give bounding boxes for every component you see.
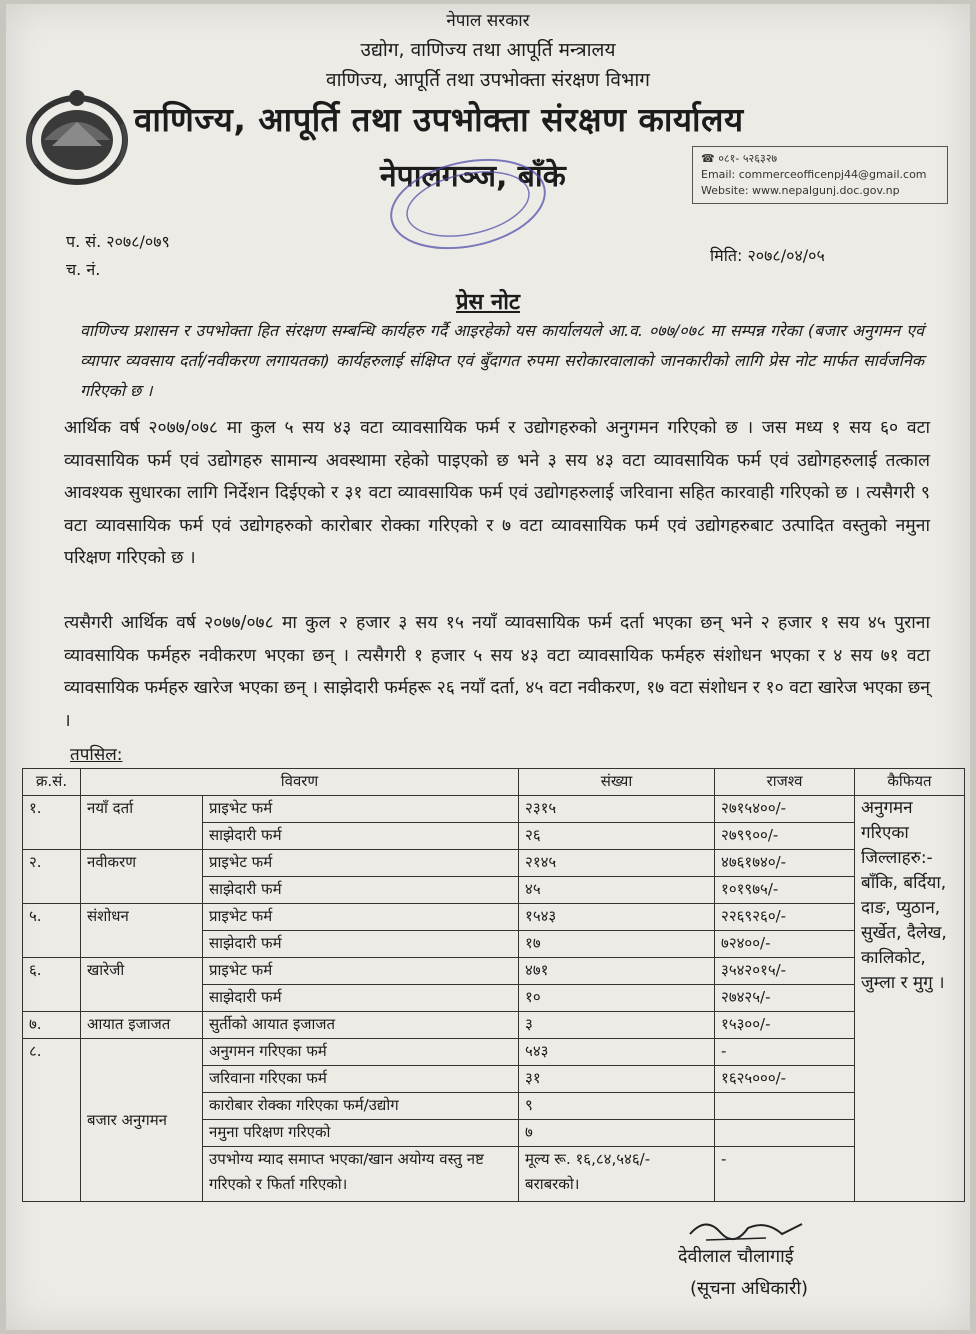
row-subcategory: सुर्तीको आयात इजाजत [203, 1012, 519, 1039]
row-revenue [715, 1120, 855, 1147]
row-subcategory: जरिवाना गरिएका फर्म [203, 1066, 519, 1093]
row-revenue: २७१५४००/- [715, 796, 855, 823]
row-count: २१४५ [519, 850, 715, 877]
document-title: प्रेस नोट [455, 290, 521, 315]
remarks-cell: अनुगमन गरिएका जिल्लाहरु:- बाँकि, बर्दिया, दाङ, प्युठान, सुर्खेत, दैलेख, कालिकोट, जुम्ला र मुगु । [855, 796, 965, 1202]
table-row [23, 1012, 965, 1039]
signatory-name: देवीलाल चौलागाई [678, 1246, 794, 1267]
row-revenue: ४७६१७४०/- [715, 850, 855, 877]
row-count: १५४३ [519, 904, 715, 931]
row-revenue: ३५४२०१५/- [715, 958, 855, 985]
row-subcategory: साझेदारी फर्म [203, 985, 519, 1012]
office-stamp-icon [384, 154, 552, 254]
header-remarks: कैफियत [855, 769, 965, 796]
row-revenue: २२६९२६०/- [715, 904, 855, 931]
phone-number: ०८१- ५२६३२७ [718, 152, 778, 165]
table-row [23, 904, 965, 931]
office-name: वाणिज्य, आपूर्ति तथा उपभोक्ता संरक्षण कार्यालय [134, 100, 744, 139]
row-subcategory: प्राइभेट फर्म [203, 796, 519, 823]
row-subcategory: प्राइभेट फर्म [203, 904, 519, 931]
row-subcategory: साझेदारी फर्म [203, 877, 519, 904]
row-sn: ६. [23, 958, 81, 1012]
row-count: ५४३ [519, 1039, 715, 1066]
row-category: नवीकरण [81, 850, 203, 904]
table-row [23, 958, 965, 985]
body-paragraph-2: त्यसैगरी आर्थिक वर्ष २०७७/०७८ मा कुल २ हजार ३ सय १५ नयाँ व्यावसायिक फर्म दर्ता भएका छन् भने २ हजार १ सय ४५ पुराना व्यावसायिक फर्महरु नवीकरण भएका छन् । त्यसैगरी १ हजार ५ सय ४३ वटा व्यावसायिक फर्महरु संशोधन भएका र ४ सय ७१ वटा व्यावसायिक फर्महरु खारेज भएका छन् । साझेदारी फर्महरू २६ नयाँ दर्ता, ४५ वटा नवीकरण, १७ वटा संशोधन र १० वटा खारेज भएका छन् । [64, 613, 930, 731]
contact-box [692, 146, 948, 204]
signature-scribble-icon [686, 1210, 806, 1246]
row-sn: ५. [23, 904, 81, 958]
gov-line: नेपाल सरकार [446, 11, 530, 31]
table-header-row [23, 769, 965, 796]
row-subcategory: साझेदारी फर्म [203, 931, 519, 958]
row-subcategory: प्राइभेट फर्म [203, 958, 519, 985]
row-category: संशोधन [81, 904, 203, 958]
row-count: ४५ [519, 877, 715, 904]
row-subcategory: अनुगमन गरिएका फर्म [203, 1039, 519, 1066]
row-count: १७ [519, 931, 715, 958]
row-revenue [715, 1093, 855, 1120]
intro-paragraph: वाणिज्य प्रशासन र उपभोक्ता हित संरक्षण सम्बन्धि कार्यहरु गर्दै आइरहेको यस कार्यालयले आ.व. ०७७/०७८ मा सम्पन्न गरेका (बजार अनुगमन एवं व्यापार व्यवसाय दर्ता/नवीकरण लगायतका) कार्यहरुलाई संक्षिप्त एवं बुँदागत रुपमा सरोकारवालाको जानकारीको लागि प्रेस नोट मार्फत सार्वजनिक गरिएको छ । [80, 321, 924, 400]
details-label: तपसिल: [70, 745, 123, 765]
row-revenue: - [715, 1147, 855, 1202]
row-count: २६ [519, 823, 715, 850]
table-row [23, 850, 965, 877]
row-count: ३ [519, 1012, 715, 1039]
row-sn: २. [23, 850, 81, 904]
row-sn: १. [23, 796, 81, 850]
row-subcategory: प्राइभेट फर्म [203, 850, 519, 877]
row-count: १० [519, 985, 715, 1012]
reference-number: प. सं. २०७८/०७९ [66, 232, 170, 251]
document-date: मिति: २०७८/०४/०५ [710, 246, 825, 265]
table-row [23, 1039, 965, 1066]
row-revenue: १०१९७५/- [715, 877, 855, 904]
row-count: ७ [519, 1120, 715, 1147]
document-page [6, 4, 970, 1330]
row-subcategory: कारोबार रोक्का गरिएका फर्म/उद्योग [203, 1093, 519, 1120]
row-revenue: - [715, 1039, 855, 1066]
row-revenue: १६२५०००/- [715, 1066, 855, 1093]
email-text: Email: commerceofficenpj44@gmail.com [701, 168, 927, 181]
row-subcategory: उपभोग्य म्याद समाप्त भएका/खान अयोग्य वस्तु नष्ट गरिएको र फिर्ता गरिएको। [203, 1147, 519, 1202]
signatory-role: (सूचना अधिकारी) [690, 1278, 809, 1299]
row-subcategory: नमुना परिक्षण गरिएको [203, 1120, 519, 1147]
office-city: नेपालगञ्ज, बाँके [380, 159, 566, 194]
department-line: वाणिज्य, आपूर्ति तथा उपभोक्ता संरक्षण विभाग [326, 69, 650, 91]
row-count: ४७१ [519, 958, 715, 985]
row-count: २३१५ [519, 796, 715, 823]
row-count: ९ [519, 1093, 715, 1120]
header-sn: क्र.सं. [23, 769, 81, 796]
header-revenue: राजश्व [715, 769, 855, 796]
summary-table [22, 768, 965, 1202]
header-description: विवरण [81, 769, 519, 796]
row-subcategory: साझेदारी फर्म [203, 823, 519, 850]
body-paragraph-1: आर्थिक वर्ष २०७७/०७८ मा कुल ५ सय ४३ वटा व्यावसायिक फर्म र उद्योगहरुको अनुगमन गरिएको छ । जस मध्य १ सय ६० वटा व्यावसायिक फर्म एवं उद्योगहरु सामान्य अवस्थामा रहेको पाइएको छ भने ३ सय ४३ वटा व्यावसायिक फर्म एवं उद्योगहरुलाई तत्काल आवश्यक सुधारका लागि निर्देशन दिईएको र ३१ वटा व्यावसायिक फर्म एवं उद्योगहरुलाई जरिवाना सहित कारवाही गरिएको छ । त्यसैगरी ९ वटा व्यावसायिक फर्म एवं उद्योगहरुको कारोबार रोक्का गरिएको र ७ वटा व्यावसायिक फर्म एवं उद्योगहरुबाट उत्पादित वस्तुको नमुना परिक्षण गरिएको छ । [64, 418, 930, 568]
row-sn: ८. [23, 1039, 81, 1202]
row-category: आयात इजाजत [81, 1012, 203, 1039]
row-revenue: २७९९००/- [715, 823, 855, 850]
ministry-line: उद्योग, वाणिज्य तथा आपूर्ति मन्त्रालय [360, 39, 616, 61]
table-row [23, 796, 965, 823]
website-text: Website: www.nepalgunj.doc.gov.np [701, 184, 900, 197]
phone-icon: ☎ [701, 152, 715, 165]
row-revenue: २७४२५/- [715, 985, 855, 1012]
row-category: खारेजी [81, 958, 203, 1012]
row-count: मूल्य रू. १६,८४,५४६/- बराबरको। [519, 1147, 715, 1202]
row-count: ३१ [519, 1066, 715, 1093]
row-revenue: १५३००/- [715, 1012, 855, 1039]
row-sn: ७. [23, 1012, 81, 1039]
row-category: बजार अनुगमन [81, 1039, 203, 1202]
dispatch-number: च. नं. [66, 260, 101, 279]
row-revenue: ७२४००/- [715, 931, 855, 958]
government-emblem-icon [22, 84, 132, 190]
row-category: नयाँ दर्ता [81, 796, 203, 850]
header-count: संख्या [519, 769, 715, 796]
